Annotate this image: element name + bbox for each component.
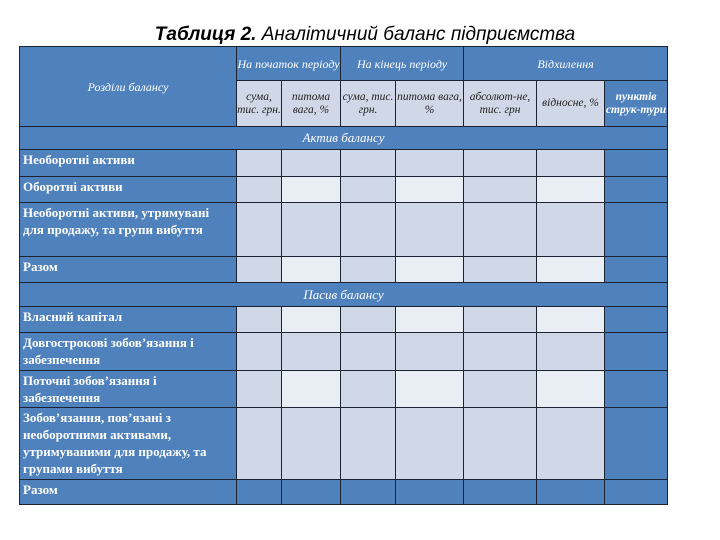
- table-cell: [237, 203, 282, 257]
- table-cell: [282, 333, 341, 371]
- table-cell: [237, 177, 282, 203]
- table-cell: [537, 480, 605, 505]
- table-cell: [237, 150, 282, 177]
- table-cell: [537, 203, 605, 257]
- table-cell: [237, 307, 282, 333]
- table-title: [0, 24, 720, 46]
- subheader-share-end: питома вага, %: [396, 81, 464, 127]
- table-row: [20, 333, 668, 371]
- table-cell: [282, 408, 341, 480]
- table-cell: [282, 150, 341, 177]
- table-cell: [537, 177, 605, 203]
- table-cell: [537, 408, 605, 480]
- table-number: Таблиця 2.: [154, 24, 257, 45]
- table-cell: [464, 150, 537, 177]
- table-cell: [396, 203, 464, 257]
- table-cell: [605, 307, 668, 333]
- table-cell: [282, 480, 341, 505]
- section-assets: Актив балансу: [20, 127, 668, 150]
- table-cell: [341, 307, 396, 333]
- table-cell: [464, 371, 537, 408]
- table-cell: [341, 480, 396, 505]
- table-cell: [341, 203, 396, 257]
- table-cell: [537, 150, 605, 177]
- table-row: [20, 307, 668, 333]
- table-row: [20, 408, 668, 480]
- table-cell: [464, 408, 537, 480]
- row-label: Разом: [20, 480, 237, 505]
- table-cell: [237, 371, 282, 408]
- table-cell: [341, 408, 396, 480]
- table-cell: [537, 307, 605, 333]
- table-cell: [464, 203, 537, 257]
- balance-table: [19, 46, 668, 505]
- table-cell: [341, 257, 396, 283]
- table-cell: [464, 307, 537, 333]
- row-label: Разом: [20, 257, 237, 283]
- table-row: [20, 150, 668, 177]
- table-row: [20, 203, 668, 257]
- table-row: [20, 480, 668, 505]
- row-label: Власний капітал: [20, 307, 237, 333]
- table-cell: [282, 307, 341, 333]
- table-cell: [464, 177, 537, 203]
- subheader-absolute: абсолют-не, тис. грн: [464, 81, 537, 127]
- row-label: Зобов’язання, пов’язані з необоротними активами, утримуваними для продажу, та групами вибуття: [20, 408, 237, 480]
- table-cell: [605, 371, 668, 408]
- subheader-sum-start: сума, тис. грн.: [237, 81, 282, 127]
- table-cell: [396, 371, 464, 408]
- table-cell: [396, 257, 464, 283]
- table-cell: [605, 177, 668, 203]
- table-cell: [464, 333, 537, 371]
- table-cell: [605, 333, 668, 371]
- subheader-share-start: питома вага, %: [282, 81, 341, 127]
- table-cell: [605, 150, 668, 177]
- table-row: [20, 177, 668, 203]
- table-row: [20, 257, 668, 283]
- table-cell: [237, 480, 282, 505]
- table-cell: [396, 150, 464, 177]
- table-cell: [605, 408, 668, 480]
- table-cell: [282, 371, 341, 408]
- table-cell: [537, 333, 605, 371]
- table-cell: [396, 480, 464, 505]
- table-cell: [396, 307, 464, 333]
- table-row: [20, 371, 668, 408]
- row-label: Поточні зобов’язання і забезпечення: [20, 371, 237, 408]
- subheader-sum-end: сума, тис. грн.: [341, 81, 396, 127]
- table-cell: [396, 408, 464, 480]
- table-cell: [605, 203, 668, 257]
- section-liabilities: Пасив балансу: [20, 283, 668, 307]
- table-caption: Аналітичний баланс підприємства: [256, 24, 576, 45]
- table-cell: [341, 371, 396, 408]
- table-cell: [237, 408, 282, 480]
- table-cell: [341, 150, 396, 177]
- table-cell: [282, 177, 341, 203]
- table-cell: [282, 257, 341, 283]
- header-deviation: Відхилення: [464, 47, 668, 81]
- table-cell: [341, 333, 396, 371]
- table-cell: [605, 257, 668, 283]
- row-label: Довгострокові зобов’язання і забезпечення: [20, 333, 237, 371]
- header-start: На початок періоду: [237, 47, 341, 81]
- table-cell: [237, 257, 282, 283]
- header-sections: Розділи балансу: [20, 47, 237, 127]
- table-cell: [282, 203, 341, 257]
- table-cell: [537, 371, 605, 408]
- row-label: Необоротні активи, утримувані для продажу, та групи вибуття: [20, 203, 237, 257]
- table-cell: [237, 333, 282, 371]
- row-label: Необоротні активи: [20, 150, 237, 177]
- table-cell: [341, 177, 396, 203]
- table-cell: [605, 480, 668, 505]
- table-cell: [464, 257, 537, 283]
- header-end: На кінець періоду: [341, 47, 464, 81]
- table-cell: [537, 257, 605, 283]
- subheader-relative: відносне, %: [537, 81, 605, 127]
- table-cell: [396, 177, 464, 203]
- row-label: Оборотні активи: [20, 177, 237, 203]
- subheader-structure-points: пунктів струк-тури: [605, 81, 668, 127]
- table-cell: [464, 480, 537, 505]
- table-cell: [396, 333, 464, 371]
